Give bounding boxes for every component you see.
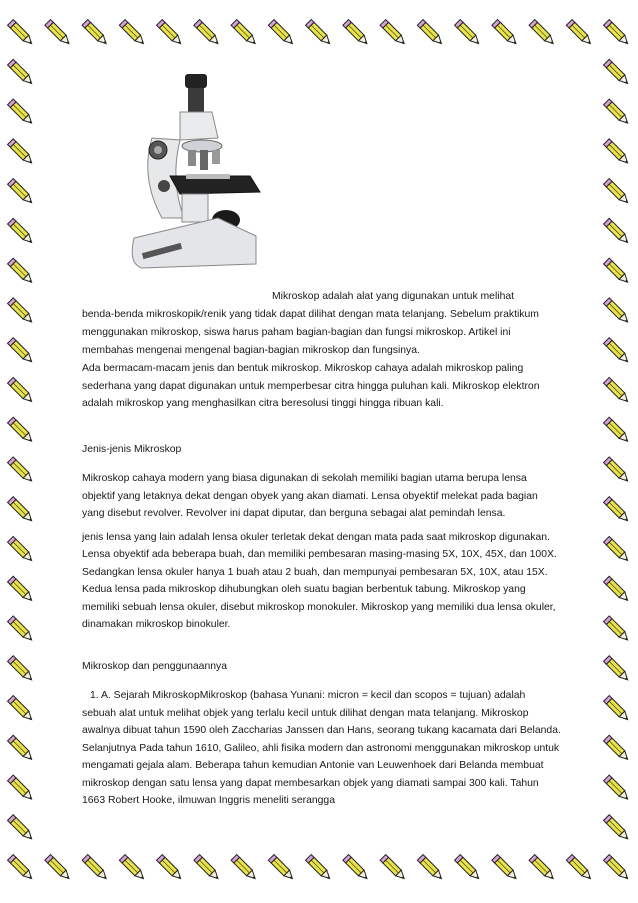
pencil-icon — [231, 855, 258, 882]
pencil-icon — [8, 536, 35, 563]
pencil-icon — [8, 735, 35, 762]
pencil-icon — [45, 20, 72, 47]
pencil-icon — [343, 855, 370, 882]
pencil-icon — [306, 855, 333, 882]
pencil-icon — [8, 298, 35, 325]
heading-jenis: Jenis-jenis Mikroskop — [82, 443, 182, 455]
pencil-icon — [604, 218, 631, 245]
pencil-icon — [82, 855, 109, 882]
pencil-icon — [8, 258, 35, 285]
pencil-icon — [604, 377, 631, 404]
intro-paragraph — [82, 288, 562, 360]
pencil-icon — [604, 576, 631, 603]
pencil-icon — [8, 99, 35, 126]
pencil-icon — [45, 855, 72, 882]
pencil-icon — [455, 20, 482, 47]
pencil-icon — [604, 855, 631, 882]
pencil-icon — [306, 20, 333, 47]
pencil-icon — [566, 20, 593, 47]
pencil-icon — [417, 855, 444, 882]
pencil-icon — [529, 20, 556, 47]
pencil-icon — [604, 179, 631, 206]
pencil-icon — [231, 20, 258, 47]
pencil-icon — [8, 20, 35, 47]
pencil-icon — [604, 616, 631, 643]
pencil-icon — [8, 656, 35, 683]
pencil-icon — [8, 179, 35, 206]
pencil-icon — [343, 20, 370, 47]
pencil-icon — [604, 696, 631, 723]
pencil-icon — [8, 855, 35, 882]
pencil-icon — [604, 20, 631, 47]
pencil-icon — [380, 20, 407, 47]
pencil-icon — [604, 338, 631, 365]
pencil-icon — [604, 536, 631, 563]
pencil-icon — [8, 457, 35, 484]
pencil-icon — [82, 20, 109, 47]
pencil-icon — [417, 20, 444, 47]
pencil-icon — [8, 696, 35, 723]
pencil-icon — [119, 20, 146, 47]
pencil-icon — [268, 20, 295, 47]
pencil-icon — [604, 139, 631, 166]
pencil-icon — [604, 298, 631, 325]
intro-rest: benda-benda mikroskopik/renik yang tidak dapat dilihat dengan mata telanjang. Sebelum praktikum menggunakan mikroskop, siswa harus paham bagian-bagian dan fungsi mikroskop. Artikel ini membahas mengenai mengenal bagian-bagian mikroskop dan fungsinya. — [82, 309, 539, 356]
pencil-icon — [268, 855, 295, 882]
paragraph-types: Ada bermacam-macam jenis dan bentuk mikroskop. Mikroskop cahaya adalah mikroskop paling sederhana yang dapat digunakan untuk memperbesar citra hingga puluhan kali. Mikroskop elektron adalah mikroskop yang menghasilkan citra beresolusi tinggi hingga ribuan kali. — [82, 363, 540, 409]
paragraph-jenis-1: Mikroskop cahaya modern yang biasa digunakan di sekolah memiliki bagian utama berupa lensa objektif yang letaknya dekat dengan obyek yang akan diamati. Lensa obyektif melekat pada bagian yang disebut revolver. Revolver ini dapat diputar, dan berguna sebagai alat pemindah lensa. — [82, 473, 538, 519]
pencil-icon — [8, 815, 35, 842]
pencil-icon — [604, 815, 631, 842]
microscope-icon — [122, 68, 272, 288]
pencil-icon — [8, 775, 35, 802]
pencil-icon — [8, 576, 35, 603]
pencil-icon — [8, 218, 35, 245]
list-item-history: 1. A. Sejarah MikroskopMikroskop (bahasa Yunani: micron = kecil dan scopos = tujuan) adalah sebuah alat untuk melihat objek yang terlalu kecil untuk dilihat dengan mata telanjang. Mikroskop awalnya dibuat tahun 1590 oleh Zaccharias Janssen dan Hans, seorang tukang kacamata dari Belanda. Selanjutnya Pada tahun 1610, Galileo, ahli fisika modern dan astronomi menggunakan mikroskop untuk mengamati gejala alam. Beberapa tahun kemudian Antonie van Leuwenhoek dari Belanda membuat mikroskop dengan satu lensa yang dapat membesarkan objek yang diamati sampai 300 kali. Tahun 1663 Robert Hooke, ilmuwan Inggris meneliti serangga — [82, 690, 561, 806]
pencil-icon — [8, 497, 35, 524]
pencil-icon — [604, 258, 631, 285]
body-text — [82, 360, 562, 816]
pencil-icon — [8, 338, 35, 365]
pencil-icon — [604, 497, 631, 524]
pencil-icon — [529, 855, 556, 882]
pencil-icon — [455, 855, 482, 882]
pencil-icon — [604, 417, 631, 444]
pencil-icon — [492, 20, 519, 47]
pencil-icon — [194, 20, 221, 47]
pencil-icon — [604, 59, 631, 86]
pencil-icon — [157, 20, 184, 47]
pencil-icon — [157, 855, 184, 882]
pencil-icon — [8, 377, 35, 404]
paragraph-jenis-2: jenis lensa yang lain adalah lensa okuler terletak dekat dengan mata pada saat mikroskop digunakan. Lensa obyektif ada beberapa buah, dan memiliki pembesaran masing-masing 5X, 10X, 45X, dan 100X. Sedangkan lensa okuler hanya 1 buah atau 2 buah, dan mempunyai pembesaran 5X, 10X, atau 15X. Kedua lensa pada mikroskop dihubungkan oleh suatu bagian berbentuk tabung. Mikroskop yang memiliki sebuah lensa okuler, disebut mikroskop monokuler. Mikroskop yang memiliki dua lensa okuler, dinamakan mikroskop binokuler. — [82, 531, 557, 630]
pencil-icon — [566, 855, 593, 882]
pencil-icon — [8, 417, 35, 444]
pencil-icon — [8, 616, 35, 643]
heading-penggunaan: Mikroskop dan penggunaannya — [82, 660, 227, 672]
pencil-icon — [194, 855, 221, 882]
pencil-icon — [492, 855, 519, 882]
pencil-icon — [119, 855, 146, 882]
intro-first-line: Mikroskop adalah alat yang digunakan untuk melihat — [272, 291, 515, 302]
pencil-icon — [604, 656, 631, 683]
pencil-icon — [8, 59, 35, 86]
pencil-icon — [380, 855, 407, 882]
pencil-icon — [8, 139, 35, 166]
pencil-icon — [604, 775, 631, 802]
pencil-icon — [604, 457, 631, 484]
pencil-icon — [604, 99, 631, 126]
pencil-icon — [604, 735, 631, 762]
